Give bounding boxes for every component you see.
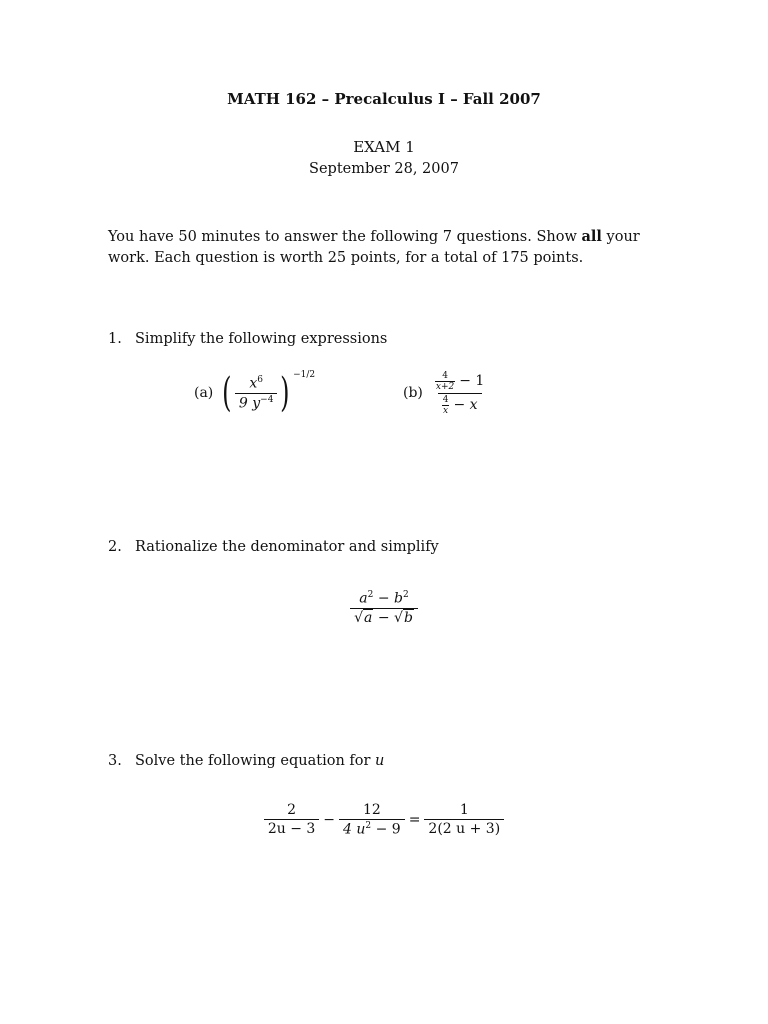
question-1b-top-frac (435, 371, 455, 392)
q2-den-a: a (364, 609, 373, 626)
exam-course-title: MATH 162 – Precalculus I – Fall 2007 (227, 90, 541, 108)
right-paren: ) (280, 370, 290, 416)
question-1b-expression (403, 370, 488, 416)
question-1b-label: (b) (403, 385, 423, 401)
instructions (108, 226, 668, 269)
exam-name: EXAM 1 (353, 138, 415, 156)
question-1b-bot-frac-den: x (443, 405, 449, 416)
q3-fraction-3 (424, 802, 504, 837)
question-1a-num-exp: 6 (257, 374, 263, 385)
instructions-text-2: your work. Each question is worth 25 points, for a total of 175 points. (108, 229, 640, 266)
question-2-expression (0, 590, 768, 626)
q2-den-minus: − (377, 609, 390, 626)
q3-f3-num: 1 (459, 802, 469, 819)
q3-f2-den-a: 4 u (343, 821, 366, 838)
q3-f2-den-b: − 9 (371, 821, 401, 838)
question-3-number: 3. (108, 753, 122, 769)
question-3-variable: u (375, 753, 385, 769)
q3-f2-den-exp: 2 (365, 821, 372, 831)
question-1b-bot-frac (442, 395, 450, 416)
left-paren: ( (222, 370, 232, 416)
question-1a-label: (a) (194, 385, 214, 401)
question-1b-bot-rest: − x (453, 397, 478, 413)
question-1a-expression (194, 368, 315, 418)
q3-fraction-2 (339, 802, 405, 838)
question-1-text: Simplify the following expressions (135, 331, 388, 347)
question-3-text (135, 753, 384, 769)
q3-f2-num: 12 (362, 802, 381, 818)
question-1b-bot-frac-num: 4 (442, 394, 449, 405)
question-1a-den: 9 y (238, 395, 261, 412)
question-1b-fraction (431, 371, 488, 416)
q2-num-b: b (394, 590, 403, 607)
question-3-text-body: Solve the following equation for (135, 753, 376, 769)
q3-minus: − (323, 811, 336, 828)
question-2-text: Rationalize the denominator and simplify (135, 539, 439, 555)
q3-f1-num: 2 (287, 802, 297, 819)
question-1a-fraction (235, 375, 278, 411)
q3-equals: = (408, 811, 421, 828)
question-1b-top-frac-den: x+2 (435, 381, 455, 392)
instructions-text-1: You have 50 minutes to answer the following 7 questions. Show (108, 229, 582, 245)
q2-num-a-exp: 2 (367, 590, 374, 600)
q3-f3-den: 2(2 u + 3) (424, 819, 504, 837)
question-3-equation (0, 802, 768, 838)
instructions-emphasis: all (581, 228, 602, 245)
q3-fraction-1 (264, 802, 319, 837)
question-1-number: 1. (108, 331, 122, 347)
q3-f1-den: 2u − 3 (264, 819, 319, 837)
exam-date: September 28, 2007 (309, 161, 459, 177)
q2-num-b-exp: 2 (402, 590, 409, 600)
question-1a-outer-exp: −1/2 (293, 370, 316, 380)
question-1b-top-rest: − 1 (459, 373, 485, 389)
q2-num-minus: − (377, 590, 390, 607)
question-1a-den-exp: −4 (260, 394, 274, 405)
q2-num-a: a (359, 590, 368, 607)
question-2-number: 2. (108, 539, 122, 555)
question-1a-num: x (249, 375, 258, 392)
q2-den-b: b (403, 609, 413, 626)
question-2-fraction: $\frac{a^2 - b^2}{√a - √b}$ (350, 590, 418, 626)
question-1b-top-frac-num: 4 (442, 370, 448, 381)
